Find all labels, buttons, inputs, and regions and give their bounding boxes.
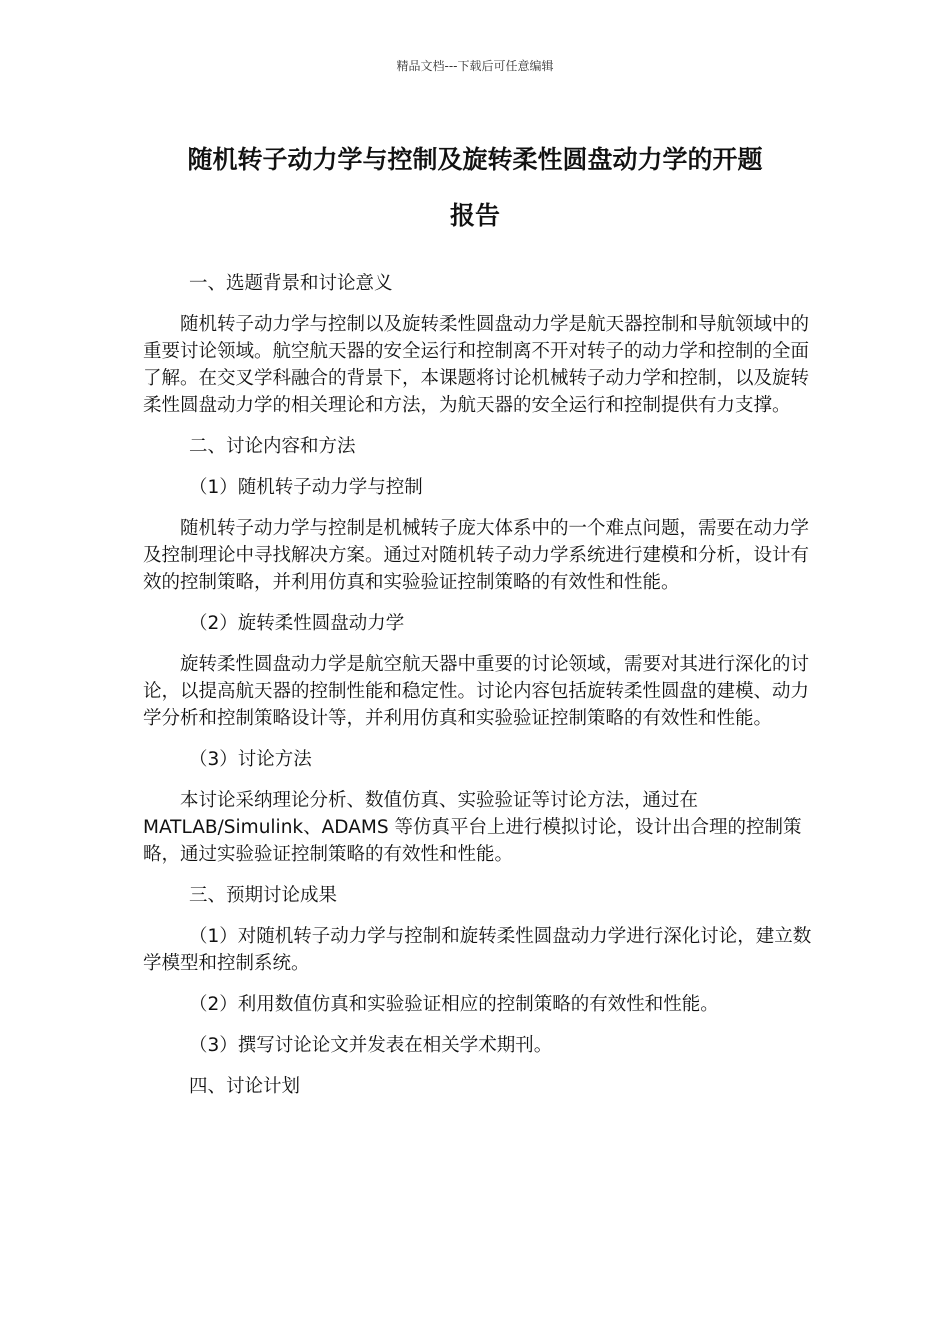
section-2-paragraph-2: 旋转柔性圆盘动力学是航空航天器中重要的讨论领域，需要对其进行深化的讨论，以提高航天器的控制性能和稳定性。讨论内容包括旋转柔性圆盘的建模、动力学分析和控制策略设计等，并利用仿真和实验验证控制策略的有效性和性能。 <box>143 654 810 729</box>
page-header: 精品文档---下载后可任意编辑 <box>396 59 554 73</box>
section-3-item-2: （2）利用数值仿真和实验验证相应的控制策略的有效性和性能。 <box>189 994 719 1015</box>
section-1-heading: 一、选题背景和讨论意义 <box>189 273 393 294</box>
section-4-heading: 四、讨论计划 <box>189 1076 301 1097</box>
section-2-paragraph-3: 本讨论采纳理论分析、数值仿真、实验验证等讨论方法，通过在MATLAB/Simulink、ADAMS 等仿真平台上进行模拟讨论，设计出合理的控制策略，通过实验验证控制策略的有效性和性能。 <box>143 790 802 865</box>
document-title <box>130 132 820 244</box>
section-2-subheading-2: （2）旋转柔性圆盘动力学 <box>189 613 405 634</box>
section-2-subheading-1: （1）随机转子动力学与控制 <box>189 477 423 498</box>
section-1-paragraph: 随机转子动力学与控制以及旋转柔性圆盘动力学是航天器控制和导航领域中的重要讨论领域。航空航天器的安全运行和控制离不开对转子的动力学和控制的全面了解。在交叉学科融合的背景下，本课题将讨论机械转子动力学和控制，以及旋转柔性圆盘动力学的相关理论和方法，为航天器的安全运行和控制提供有力支撑。 <box>143 314 810 416</box>
section-3-heading: 三、预期讨论成果 <box>189 885 338 906</box>
title-line-2: 报告 <box>449 201 500 230</box>
section-3-item-3: （3）撰写讨论论文并发表在相关学术期刊。 <box>189 1035 553 1056</box>
title-line-1: 随机转子动力学与控制及旋转柔性圆盘动力学的开题 <box>187 145 763 174</box>
section-2-paragraph-1: 随机转子动力学与控制是机械转子庞大体系中的一个难点问题，需要在动力学及控制理论中寻找解决方案。通过对随机转子动力学系统进行建模和分析，设计有效的控制策略，并利用仿真和实验验证控制策略的有效性和性能。 <box>143 518 810 593</box>
section-2-heading: 二、讨论内容和方法 <box>189 436 356 457</box>
document-body <box>143 270 813 1114</box>
section-3-item-1: （1）对随机转子动力学与控制和旋转柔性圆盘动力学进行深化讨论，建立数学模型和控制系统。 <box>143 926 812 974</box>
section-2-subheading-3: （3）讨论方法 <box>189 749 312 770</box>
